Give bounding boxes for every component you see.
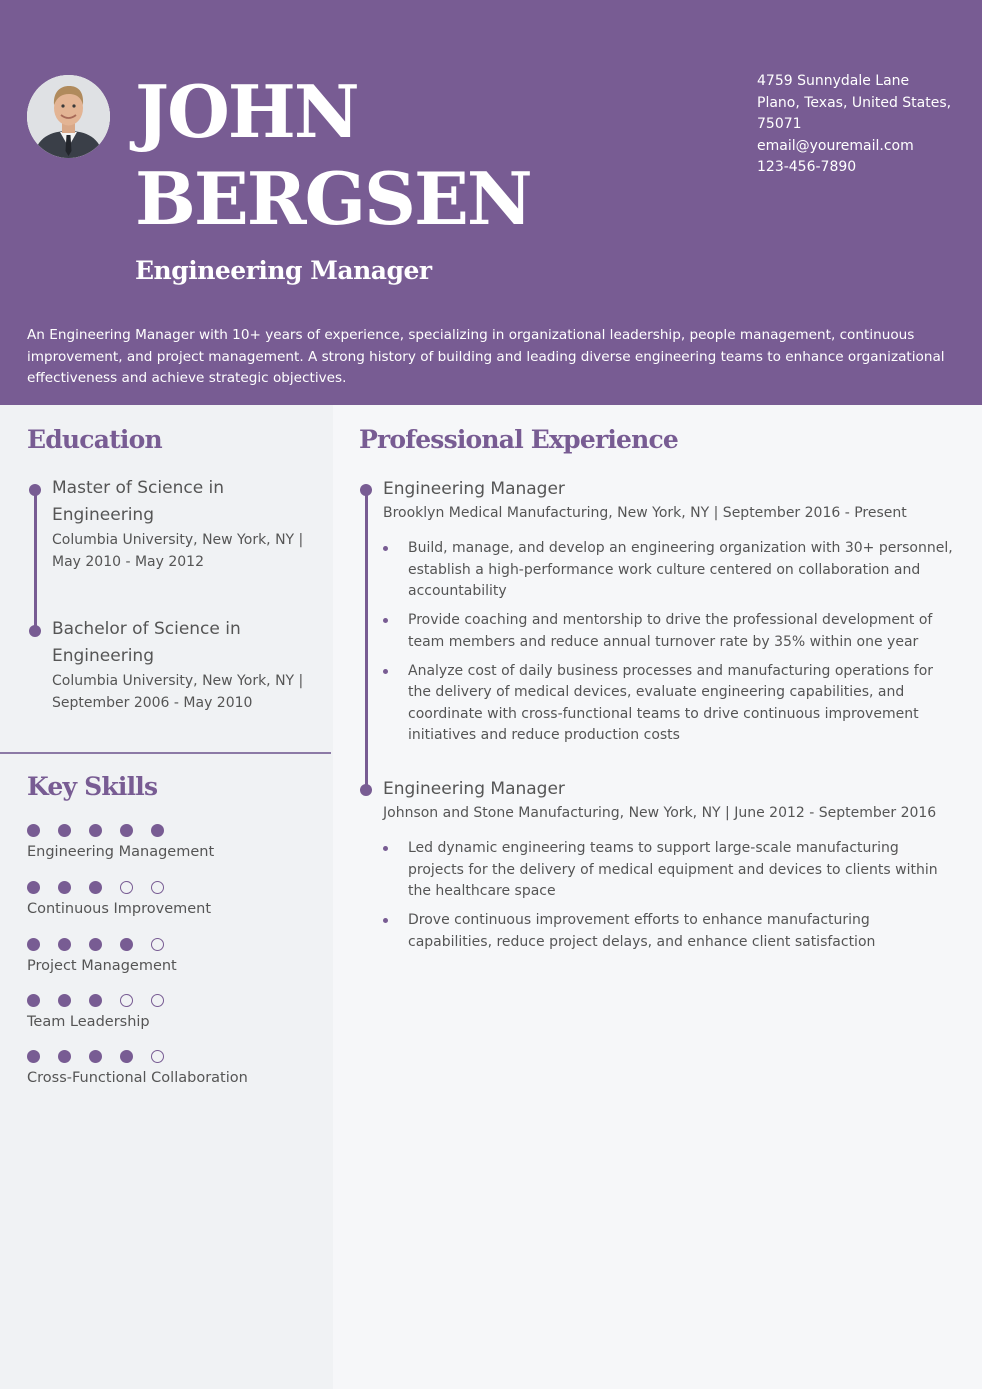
rating-dot-filled bbox=[27, 1050, 40, 1063]
skill-rating bbox=[27, 824, 327, 837]
degree: Bachelor of Science in Engineering bbox=[52, 619, 241, 666]
list-item: Provide coaching and mentorship to drive the professional development of team members and reduce annual turnover rate by 35% within one year bbox=[383, 610, 953, 653]
job-entry bbox=[383, 477, 953, 754]
phone[interactable]: 123-456-7890 bbox=[757, 159, 857, 175]
job-entry bbox=[383, 777, 953, 961]
job-meta: Brooklyn Medical Manufacturing, New York, NY | September 2016 - Present bbox=[383, 505, 907, 521]
email[interactable]: email@youremail.com bbox=[757, 137, 914, 154]
job-bullets bbox=[383, 838, 953, 953]
education-item bbox=[52, 475, 312, 573]
rating-dot-empty bbox=[151, 938, 164, 951]
rating-dot-filled bbox=[58, 881, 71, 894]
list-item: Analyze cost of daily business processes and manufacturing operations for the delivery of medical devices, evaluate engineering capabilities, and coordinate with cross-functional teams to drive continuous improvement initiatives and reduce production costs bbox=[383, 661, 953, 747]
skill-item bbox=[27, 824, 327, 862]
timeline-dot bbox=[29, 484, 41, 496]
experience-title: Professional Experience bbox=[359, 425, 679, 454]
skill-item bbox=[27, 1050, 327, 1088]
skill-rating bbox=[27, 1050, 327, 1063]
skill-rating bbox=[27, 994, 327, 1007]
rating-dot-empty bbox=[151, 881, 164, 894]
person-photo-icon bbox=[27, 75, 110, 158]
rating-dot-filled bbox=[120, 824, 133, 837]
rating-dot-filled bbox=[27, 994, 40, 1007]
job-role: Engineering Manager bbox=[135, 256, 432, 285]
rating-dot-filled bbox=[58, 938, 71, 951]
rating-dot-filled bbox=[27, 824, 40, 837]
education-meta: Columbia University, New York, NY | May 2010 - May 2012 bbox=[52, 532, 304, 570]
rating-dot-filled bbox=[89, 824, 102, 837]
job-meta: Johnson and Stone Manufacturing, New York, NY | June 2012 - September 2016 bbox=[383, 805, 937, 821]
degree: Master of Science in Engineering bbox=[52, 478, 225, 525]
rating-dot-filled bbox=[89, 881, 102, 894]
skill-name: Team Leadership bbox=[27, 1014, 150, 1030]
skill-rating bbox=[27, 938, 327, 951]
contact-block bbox=[757, 71, 972, 179]
rating-dot-empty bbox=[120, 994, 133, 1007]
education-meta: Columbia University, New York, NY | September 2006 - May 2010 bbox=[52, 673, 304, 711]
header-banner bbox=[0, 0, 982, 405]
education-title: Education bbox=[27, 425, 162, 454]
job-title: Engineering Manager bbox=[383, 479, 565, 499]
skill-rating bbox=[27, 881, 327, 894]
rating-dot-filled bbox=[89, 938, 102, 951]
skill-name: Project Management bbox=[27, 958, 177, 974]
summary: An Engineering Manager with 10+ years of experience, specializing in organizational leadership, people management, continuous improvement, and project management. A strong history of building and leading diverse engineering teams to enhance organizational effectiveness and achieve strategic objectives. bbox=[27, 327, 945, 386]
skills-title: Key Skills bbox=[27, 772, 158, 801]
timeline-dot bbox=[360, 784, 372, 796]
rating-dot-empty bbox=[120, 881, 133, 894]
skill-item bbox=[27, 994, 327, 1032]
skill-name: Continuous Improvement bbox=[27, 901, 212, 917]
education-timeline bbox=[34, 490, 37, 631]
rating-dot-empty bbox=[151, 1050, 164, 1063]
skill-name: Cross-Functional Collaboration bbox=[27, 1070, 248, 1086]
timeline-dot bbox=[29, 625, 41, 637]
list-item: Led dynamic engineering teams to support large-scale manufacturing projects for the delivery of medical equipment and devices to clients within the healthcare space bbox=[383, 838, 953, 903]
address-zip: 75071 bbox=[757, 116, 802, 132]
experience-timeline bbox=[365, 490, 368, 790]
list-item: Drove continuous improvement efforts to enhance manufacturing capabilities, reduce project delays, and enhance client satisfaction bbox=[383, 910, 953, 953]
rating-dot-filled bbox=[151, 824, 164, 837]
address-line-1: 4759 Sunnydale Lane bbox=[757, 73, 910, 89]
rating-dot-filled bbox=[89, 1050, 102, 1063]
rating-dot-filled bbox=[120, 938, 133, 951]
skill-item bbox=[27, 881, 327, 919]
rating-dot-filled bbox=[58, 1050, 71, 1063]
avatar bbox=[27, 75, 110, 158]
last-name: BERGSEN bbox=[135, 156, 531, 241]
list-item: Build, manage, and develop an engineering organization with 30+ personnel, establish a high-performance work culture centered on collaboration and accountability bbox=[383, 538, 953, 603]
address-line-2: Plano, Texas, United States, bbox=[757, 94, 952, 111]
timeline-dot bbox=[360, 484, 372, 496]
first-name: JOHN bbox=[135, 69, 358, 154]
sidebar-divider bbox=[0, 752, 331, 754]
skill-item bbox=[27, 938, 327, 976]
job-title: Engineering Manager bbox=[383, 779, 565, 799]
rating-dot-filled bbox=[27, 881, 40, 894]
skill-name: Engineering Management bbox=[27, 844, 215, 860]
rating-dot-filled bbox=[58, 994, 71, 1007]
rating-dot-filled bbox=[27, 938, 40, 951]
job-bullets bbox=[383, 538, 953, 747]
rating-dot-filled bbox=[58, 824, 71, 837]
rating-dot-filled bbox=[120, 1050, 133, 1063]
education-item bbox=[52, 616, 312, 714]
rating-dot-empty bbox=[151, 994, 164, 1007]
rating-dot-filled bbox=[89, 994, 102, 1007]
